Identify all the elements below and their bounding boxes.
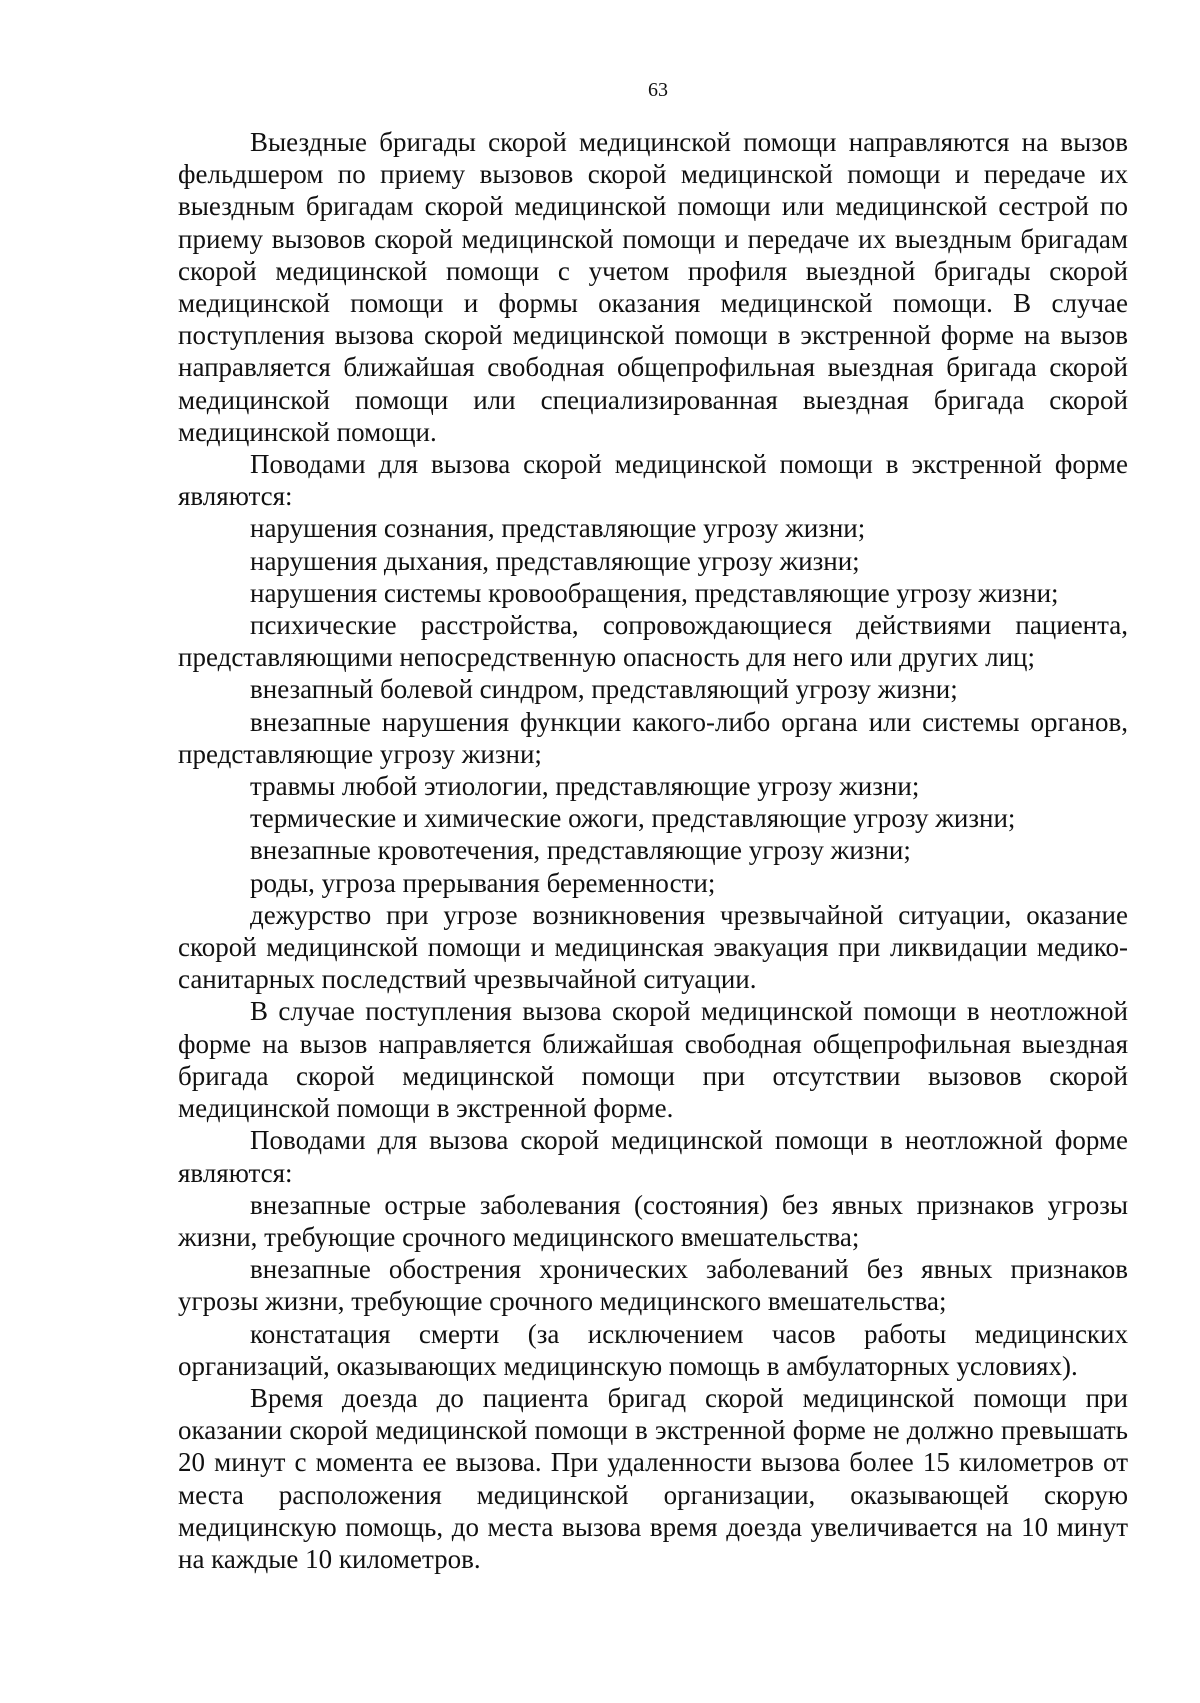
list-item-consciousness: нарушения сознания, представляющие угрозу жизни; [250, 513, 866, 544]
list-item-death-certification: констатация смерти (за исключением часов работы медицинских организаций, оказывающих медицинскую помощь в амбулаторных условиях). [178, 1318, 1128, 1381]
list-item-injuries: травмы любой этиологии, представляющие угрозу жизни; [250, 771, 920, 802]
list-item-breathing: нарушения дыхания, представляющие угрозу жизни; [250, 545, 860, 576]
paragraph-emergency-reasons-intro: Поводами для вызова скорой медицинской помощи в экстренной форме являются: [178, 449, 1128, 512]
list-item-chronic-exacerbation: внезапные обострения хронических заболеваний без явных признаков угрозы жизни, требующие срочного медицинского вмешательства; [178, 1254, 1128, 1317]
list-item-emergency-duty: дежурство при угрозе возникновения чрезвычайной ситуации, оказание скорой медицинской помощи и медицинская эвакуация при ликвидации медико-санитарных последствий чрезвычайной ситуации. [178, 899, 1128, 995]
paragraph-urgent-reasons-intro: Поводами для вызова скорой медицинской помощи в неотложной форме являются: [178, 1125, 1128, 1188]
list-item-bleeding: внезапные кровотечения, представляющие угрозу жизни; [250, 835, 911, 866]
paragraph-dispatch-rules: Выездные бригады скорой медицинской помощи направляются на вызов фельдшером по приему вызовов скорой медицинской помощи и передаче их выездным бригадам скорой медицинской помощи или медицинской сестрой по приему вызовов скорой медицинской помощи и передаче их выездным бригадам скорой медицинской помощи с учетом профиля выездной бригады скорой медицинской помощи и формы оказания медицинской помощи. В случае поступления вызова скорой медицинской помощи в экстренной форме на вызов направляется ближайшая свободная общепрофильная выездная бригада скорой медицинской помощи или специализированная выездная бригада скорой медицинской помощи. [178, 127, 1128, 447]
list-item-childbirth: роды, угроза прерывания беременности; [250, 867, 716, 898]
page-number: 63 [648, 79, 668, 101]
paragraph-urgent-dispatch: В случае поступления вызова скорой медицинской помощи в неотложной форме на вызов направляется ближайшая свободная общепрофильная выездная бригада скорой медицинской помощи при отсутствии вызовов скорой медицинской помощи в экстренной форме. [178, 996, 1128, 1124]
list-item-pain-syndrome: внезапный болевой синдром, представляющий угрозу жизни; [250, 674, 958, 705]
list-item-burns: термические и химические ожоги, представляющие угрозу жизни; [250, 803, 1016, 834]
list-item-circulation: нарушения системы кровообращения, представляющие угрозу жизни; [250, 577, 1059, 608]
list-item-acute-illness: внезапные острые заболевания (состояния) без явных признаков угрозы жизни, требующие срочного медицинского вмешательства; [178, 1189, 1128, 1252]
list-item-organ-dysfunction: внезапные нарушения функции какого-либо органа или системы органов, представляющие угрозу жизни; [178, 706, 1128, 769]
list-item-mental-disorders: психические расстройства, сопровождающиеся действиями пациента, представляющими непосредственную опасность для него или других лиц; [178, 610, 1128, 673]
document-body [178, 126, 1128, 1575]
paragraph-arrival-time: Время доезда до пациента бригад скорой медицинской помощи при оказании скорой медицинской помощи в экстренной форме не должно превышать 20 минут с момента ее вызова. При удаленности вызова более 15 километров от места расположения медицинской организации, оказывающей скорую медицинскую помощь, до места вызова время доезда увеличивается на 10 минут на каждые 10 километров. [178, 1382, 1128, 1574]
